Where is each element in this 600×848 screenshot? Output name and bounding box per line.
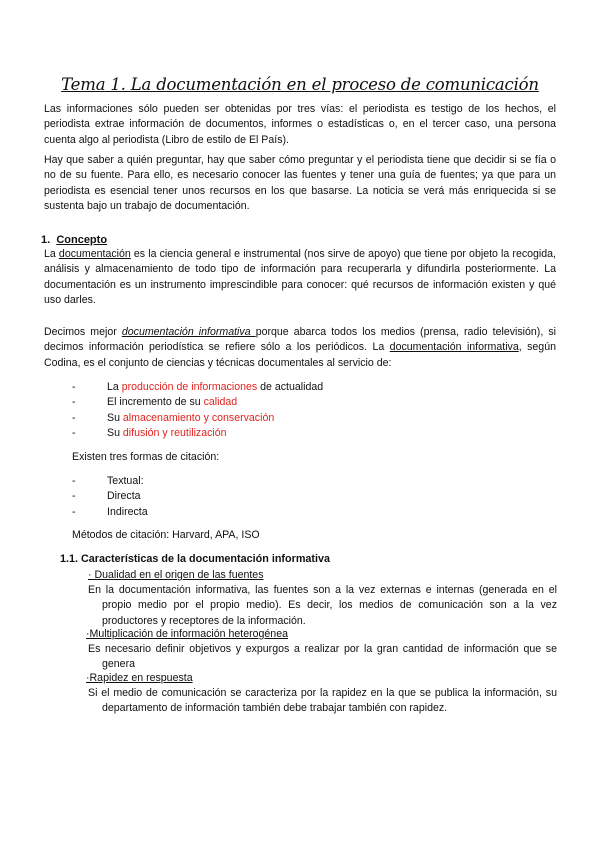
service-highlight: producción de informaciones [121, 381, 258, 393]
list-item: - Textual: [72, 474, 148, 489]
informative-term-2: documentación informativa [389, 341, 519, 354]
informative-doc-paragraph [44, 325, 556, 371]
list-item [72, 411, 323, 426]
service-text: Su [107, 411, 123, 424]
concept-paragraph [44, 247, 556, 309]
characteristic-text-1: En la documentación informativa, las fuentes son a la vez externas e internas (generada en el propio medio por el propio medio). Es decir, los medios de comunicación son a la vez productores y receptores de la información. [88, 584, 557, 627]
concept-text-rest: es la ciencia general e instrumental (nos sirve de apoyo) que tiene por objeto la recogida, análisis y almacenamiento de todo tipo de información para recuperarla y difundirla posteriormente. La documentación es un instrumento imprescindible para conocer: qué recursos de información existen y qué uso darles. [44, 248, 557, 307]
section-1-heading [41, 234, 107, 246]
list-item [72, 426, 323, 441]
intro-paragraph-1: Las informaciones sólo pueden ser obtenidas por tres vías: el periodista es testigo de los hechos, el periodista extrae información de documentos, informes o estadísticas o, en el tercer caso, una persona cuenta algo al periodista (Libro de estilo de El País). [44, 103, 556, 146]
section-1-title: Concepto [56, 234, 108, 246]
list-item: - Directa [72, 489, 148, 504]
characteristic-text-3: Si el medio de comunicación se caracteriza por la rapidez en la que se publica la información, su departamento de información también debe trabajar también con rapidez. [88, 687, 557, 715]
list-item: - Indirecta [72, 505, 148, 520]
characteristic-heading-1: · Dualidad en el origen de las fuentes [88, 569, 264, 581]
services-list [72, 380, 323, 442]
service-text: Su [107, 427, 123, 440]
list-item [72, 380, 323, 395]
citation-intro: Existen tres formas de citación: [72, 451, 220, 463]
informative-text-a: Decimos mejor [44, 326, 122, 338]
citation-methods: Métodos de citación: Harvard, APA, ISO [72, 529, 260, 541]
section-1-1-heading: 1.1. Características de la documentación informativa [60, 553, 331, 565]
informative-term-1: documentación informativa [121, 326, 256, 338]
informative-text-c: , según Codina, es el conjunto de ciencias y técnicas documentales al servicio de: [44, 341, 556, 369]
characteristic-heading-3: ·Rapidez en respuesta [86, 672, 193, 684]
characteristic-text-2: Es necesario definir objetivos y expurgos a realizar por la gran cantidad de información que se genera [88, 643, 557, 671]
service-text: La [107, 381, 122, 393]
informative-text-b: porque abarca todos los medios (prensa, radio televisión), si decimos información periodística se refiere sólo a los periódicos. La [44, 326, 556, 354]
section-1-number: 1. [41, 234, 51, 246]
intro-paragraph-2: Hay que saber a quién preguntar, hay que saber cómo preguntar y el periodista tiene que decidir si se fía o no de su fuente. Para ello, es necesario conocer las fuentes y tener una guía de fuentes; ya que para un periodista es esencial tener unos recursos en los que basarse. La noticia se verá más enriquecida si se sustenta bajo un trabajo de documentación. [44, 154, 556, 213]
service-text-end: de actualidad [257, 381, 324, 393]
service-text: El incremento de su [107, 396, 204, 409]
list-item [72, 395, 323, 410]
service-highlight: difusión y reutilización [122, 427, 227, 440]
citation-forms-list [72, 474, 148, 520]
service-highlight: calidad [203, 396, 238, 409]
concept-text-start: La [44, 248, 59, 260]
service-highlight: almacenamiento y conservación [122, 411, 275, 424]
concept-term: documentación [58, 248, 131, 260]
page-title: Tema 1. La documentación en el proceso de comunicación [61, 75, 539, 94]
characteristic-heading-2: ·Multiplicación de información heterogénea [86, 628, 288, 640]
